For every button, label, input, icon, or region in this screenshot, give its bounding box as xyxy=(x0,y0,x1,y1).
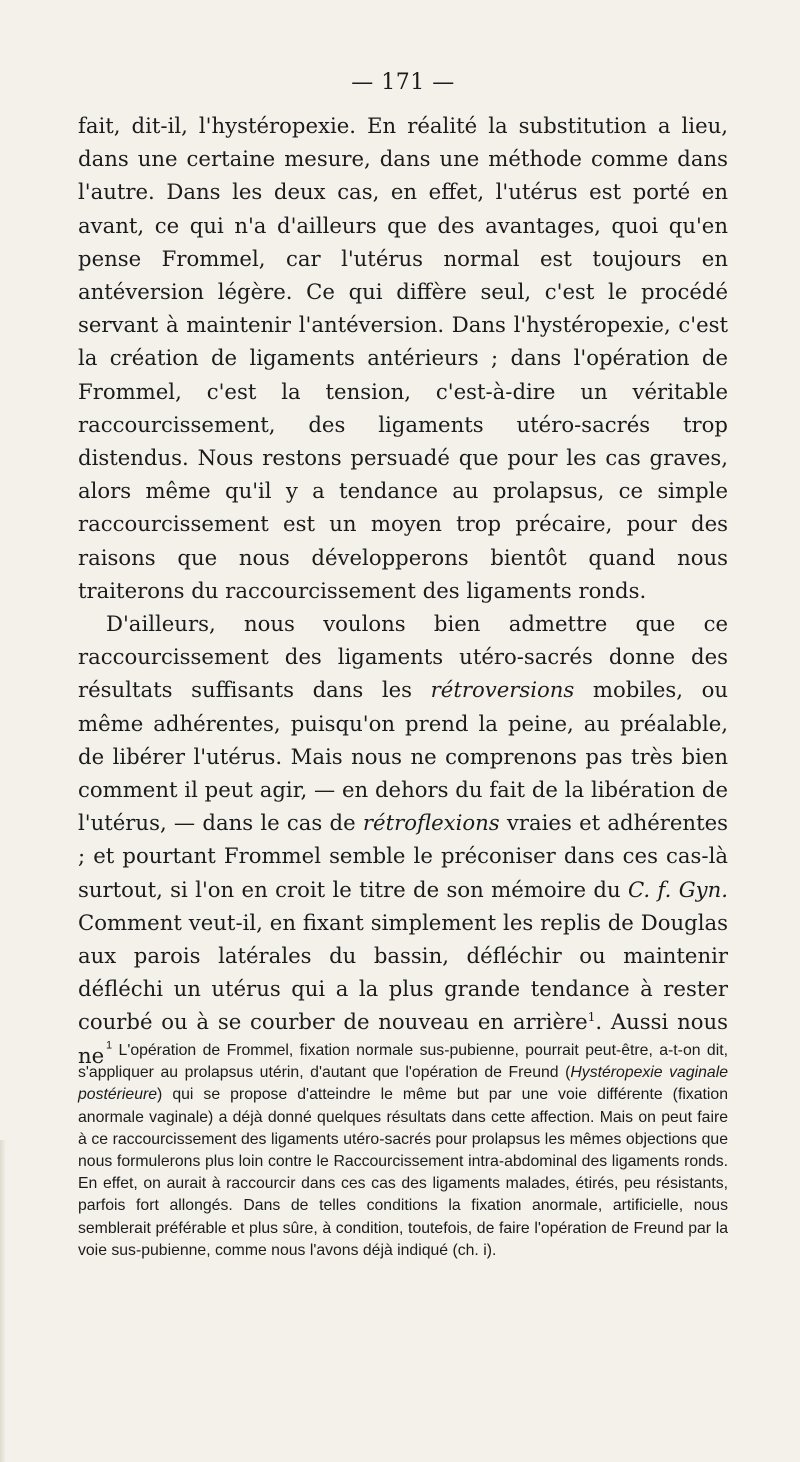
book-page xyxy=(78,0,728,1462)
paragraph-1: fait, dit-il, l'hystéropexie. En réalité la substitution a lieu, dans une certaine mesure, dans une méthode comme dans l'autre. Dans les deux cas, en effet, l'utérus est porté en avant, ce qui n'a d'ailleurs que des avantages, quoi qu'en pense Frommel, car l'utérus normal est toujours en antéversion légère. Ce qui diffère seul, c'est le procédé servant à maintenir l'antéversion. Dans l'hystéropexie, c'est la création de ligaments antérieurs ; dans l'opération de Frommel, c'est la tension, c'est-à-dire un véritable raccourcissement, des ligaments utéro-sacrés trop distendus. Nous restons persuadé que pour les cas graves, alors même qu'il y a tendance au prolapsus, ce simple raccourcissement est un moyen trop précaire, pour des raisons que nous développerons bientôt quand nous traiterons du raccourcissement des ligaments ronds. xyxy=(78,113,728,603)
footnote-1 xyxy=(78,1040,728,1262)
footnote-term: Hystéropexie vaginale postérieure xyxy=(78,1064,728,1104)
paragraph-2-part-c: vraies et adhérentes ; et pourtant Frommel semble le préconiser dans ces cas-là surtout, si l'on en croit le titre de son mémoire du xyxy=(78,810,729,902)
term-retroversions: rétroversions xyxy=(430,677,575,703)
term-retroflexions: rétroflexions xyxy=(362,810,500,836)
page-number: — 171 — xyxy=(351,70,455,95)
paragraph-2-part-a: D'ailleurs, nous voulons bien admettre que ce raccourcissement des ligaments utéro-sacrés donne des résultats suffisants dans les xyxy=(78,611,728,703)
paragraph-2-part-b: mobiles, ou même adhérentes, puisqu'on prend la peine, au préalable, de libérer l'utérus. Mais nous ne comprenons pas très bien comment il peut agir, — en dehors du fait de la libération de l'utérus, — dans le cas de xyxy=(78,677,728,836)
footnotes xyxy=(78,1040,728,1262)
paragraph-2-part-d: Comment veut-il, en fixant simplement les replis de Douglas aux parois latérales du bassin, défléchir ou maintenir défléchi un utérus qui a la plus grande tendance à rester courbé ou à se courber de nouveau en arrière xyxy=(78,909,728,1035)
footnote-marker: 1 xyxy=(106,1039,113,1052)
paragraph-2-part-e: . Aussi nous ne xyxy=(78,1009,728,1068)
body-text xyxy=(78,109,728,1072)
footnote-reference: 1 xyxy=(587,1010,596,1025)
footnote-text-a: L'opération de Frommel, fixation normale sus-pubienne, pourrait peut-être, a-t-on dit, s'appliquer au prolapsus utérin, d'autant que l'opération de Freund ( xyxy=(78,1042,728,1082)
page-edge-shadow xyxy=(0,1140,6,1462)
footnote-text-b: ) qui se propose d'atteindre le même but par une voie différente (fixation anormale vaginale) a déjà donné quelques résultats dans cette affection. Mais on peut faire à ce raccourcissement des ligaments utéro-sacrés pour prolapsus les mêmes objections que nous formulerons plus loin contre le Raccourcissement intra-abdominal des ligaments ronds. En effet, on aurait à raccourcir dans ces cas des ligaments malades, étirés, peu résistants, parfois fort allongés. Dans de telles conditions la fixation anormale, artificielle, nous semblerait préférable et plus sûre, à condition, toutefois, de faire l'opération de Freund par la voie sus-pubienne, comme nous l'avons déjà indiqué (ch. i). xyxy=(78,1086,728,1259)
journal-title: C. f. Gyn. xyxy=(627,876,728,902)
paragraph-2 xyxy=(78,607,728,1072)
